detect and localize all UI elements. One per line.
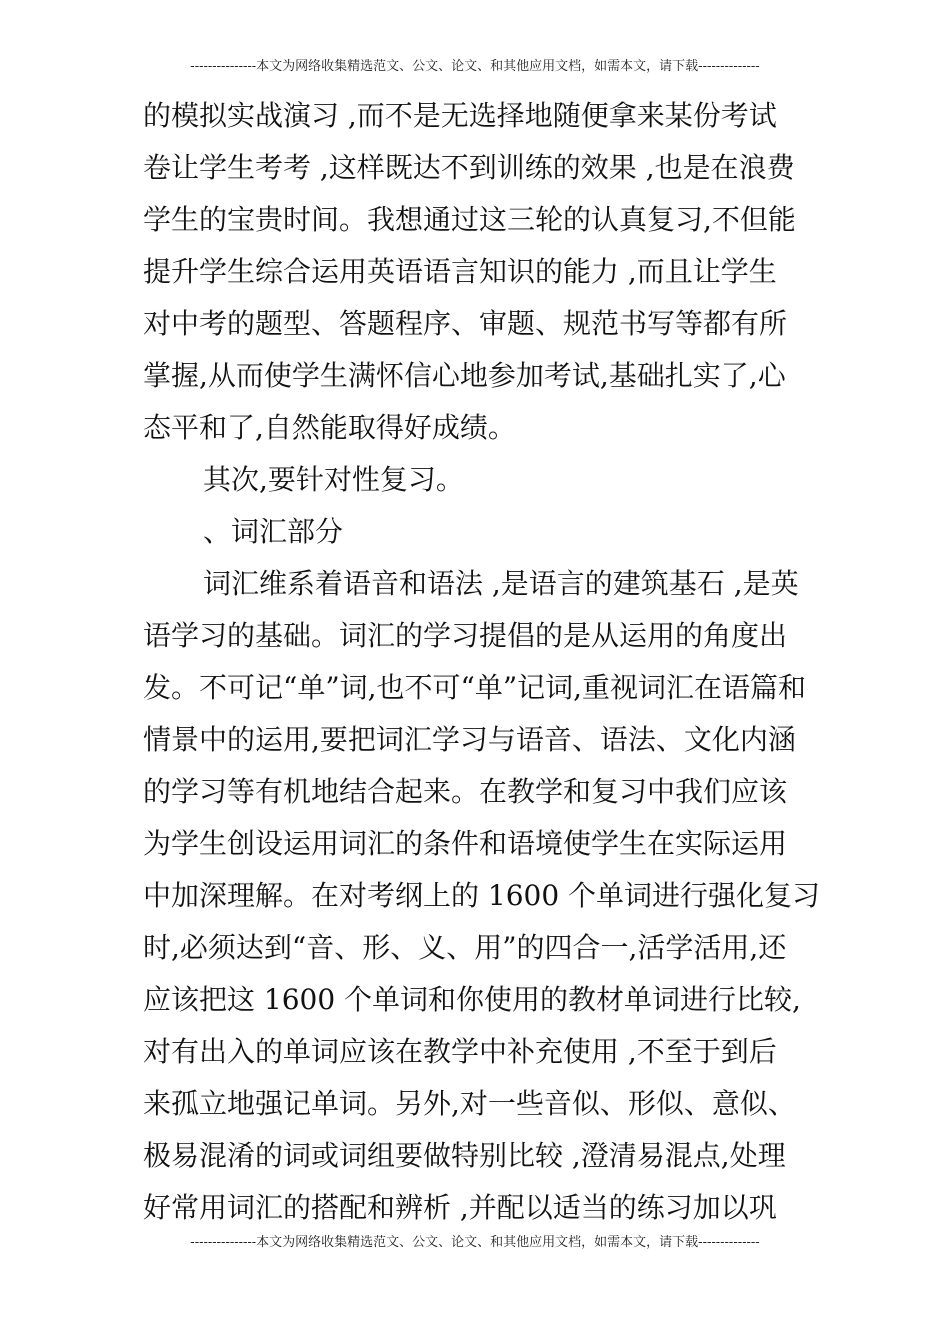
text-line: 态平和了,自然能取得好成绩。 <box>143 411 516 444</box>
text-line: 提升学生综合运用英语语言知识的能力 ,而且让学生 <box>143 255 777 288</box>
page-footer: ---------------本文为网络收集精选范文、公文、论文、和其他应用文档，如需本文，请下载-------------- <box>190 1235 760 1250</box>
section-heading: 、词汇部分 <box>203 515 344 548</box>
text-line: 时,必须达到“音、形、义、用”的四合一,活学活用,还 <box>143 931 787 964</box>
text-line: 极易混淆的词或词组要做特别比较 ,澄清易混点,处理 <box>143 1139 786 1172</box>
text-line: 应该把这 1600 个单词和你使用的教材单词进行比较, <box>143 983 801 1016</box>
text-line: 对中考的题型、答题程序、审题、规范书写等都有所 <box>143 307 788 340</box>
text-line: 为学生创设运用词汇的条件和语境使学生在实际运用 <box>143 827 788 860</box>
text-line: 掌握,从而使学生满怀信心地参加考试,基础扎实了,心 <box>143 359 786 392</box>
text-line: 中加深理解。在对考纲上的 1600 个单词进行强化复习 <box>143 879 821 912</box>
page-header: ---------------本文为网络收集精选范文、公文、论文、和其他应用文档，如需本文，请下载-------------- <box>190 59 760 74</box>
text-line: 学生的宝贵时间。我想通过这三轮的认真复习,不但能 <box>143 203 796 236</box>
text-line: 情景中的运用,要把词汇学习与语音、语法、文化内涵 <box>143 723 796 756</box>
text-line: 发。不可记“单”词,也不可“单”记词,重视词汇在语篇和 <box>143 671 807 704</box>
text-line: 来孤立地强记单词。另外,对一些音似、形似、意似、 <box>143 1087 796 1120</box>
text-line: 对有出入的单词应该在教学中补充使用 ,不至于到后 <box>143 1035 777 1068</box>
text-line: 的模拟实战演习 ,而不是无选择地随便拿来某份考试 <box>143 99 777 132</box>
text-line: 好常用词汇的搭配和辨析 ,并配以适当的练习加以巩 <box>143 1191 777 1224</box>
document-body <box>143 90 821 1234</box>
text-line: 语学习的基础。词汇的学习提倡的是从运用的角度出 <box>143 619 788 652</box>
paragraph-start: 词汇维系着语音和语法 ,是语言的建筑基石 ,是英 <box>203 567 799 600</box>
text-line: 的学习等有机地结合起来。在教学和复习中我们应该 <box>143 775 788 808</box>
text-line: 卷让学生考考 ,这样既达不到训练的效果 ,也是在浪费 <box>143 151 795 184</box>
paragraph-start: 其次,要针对性复习。 <box>203 463 464 496</box>
